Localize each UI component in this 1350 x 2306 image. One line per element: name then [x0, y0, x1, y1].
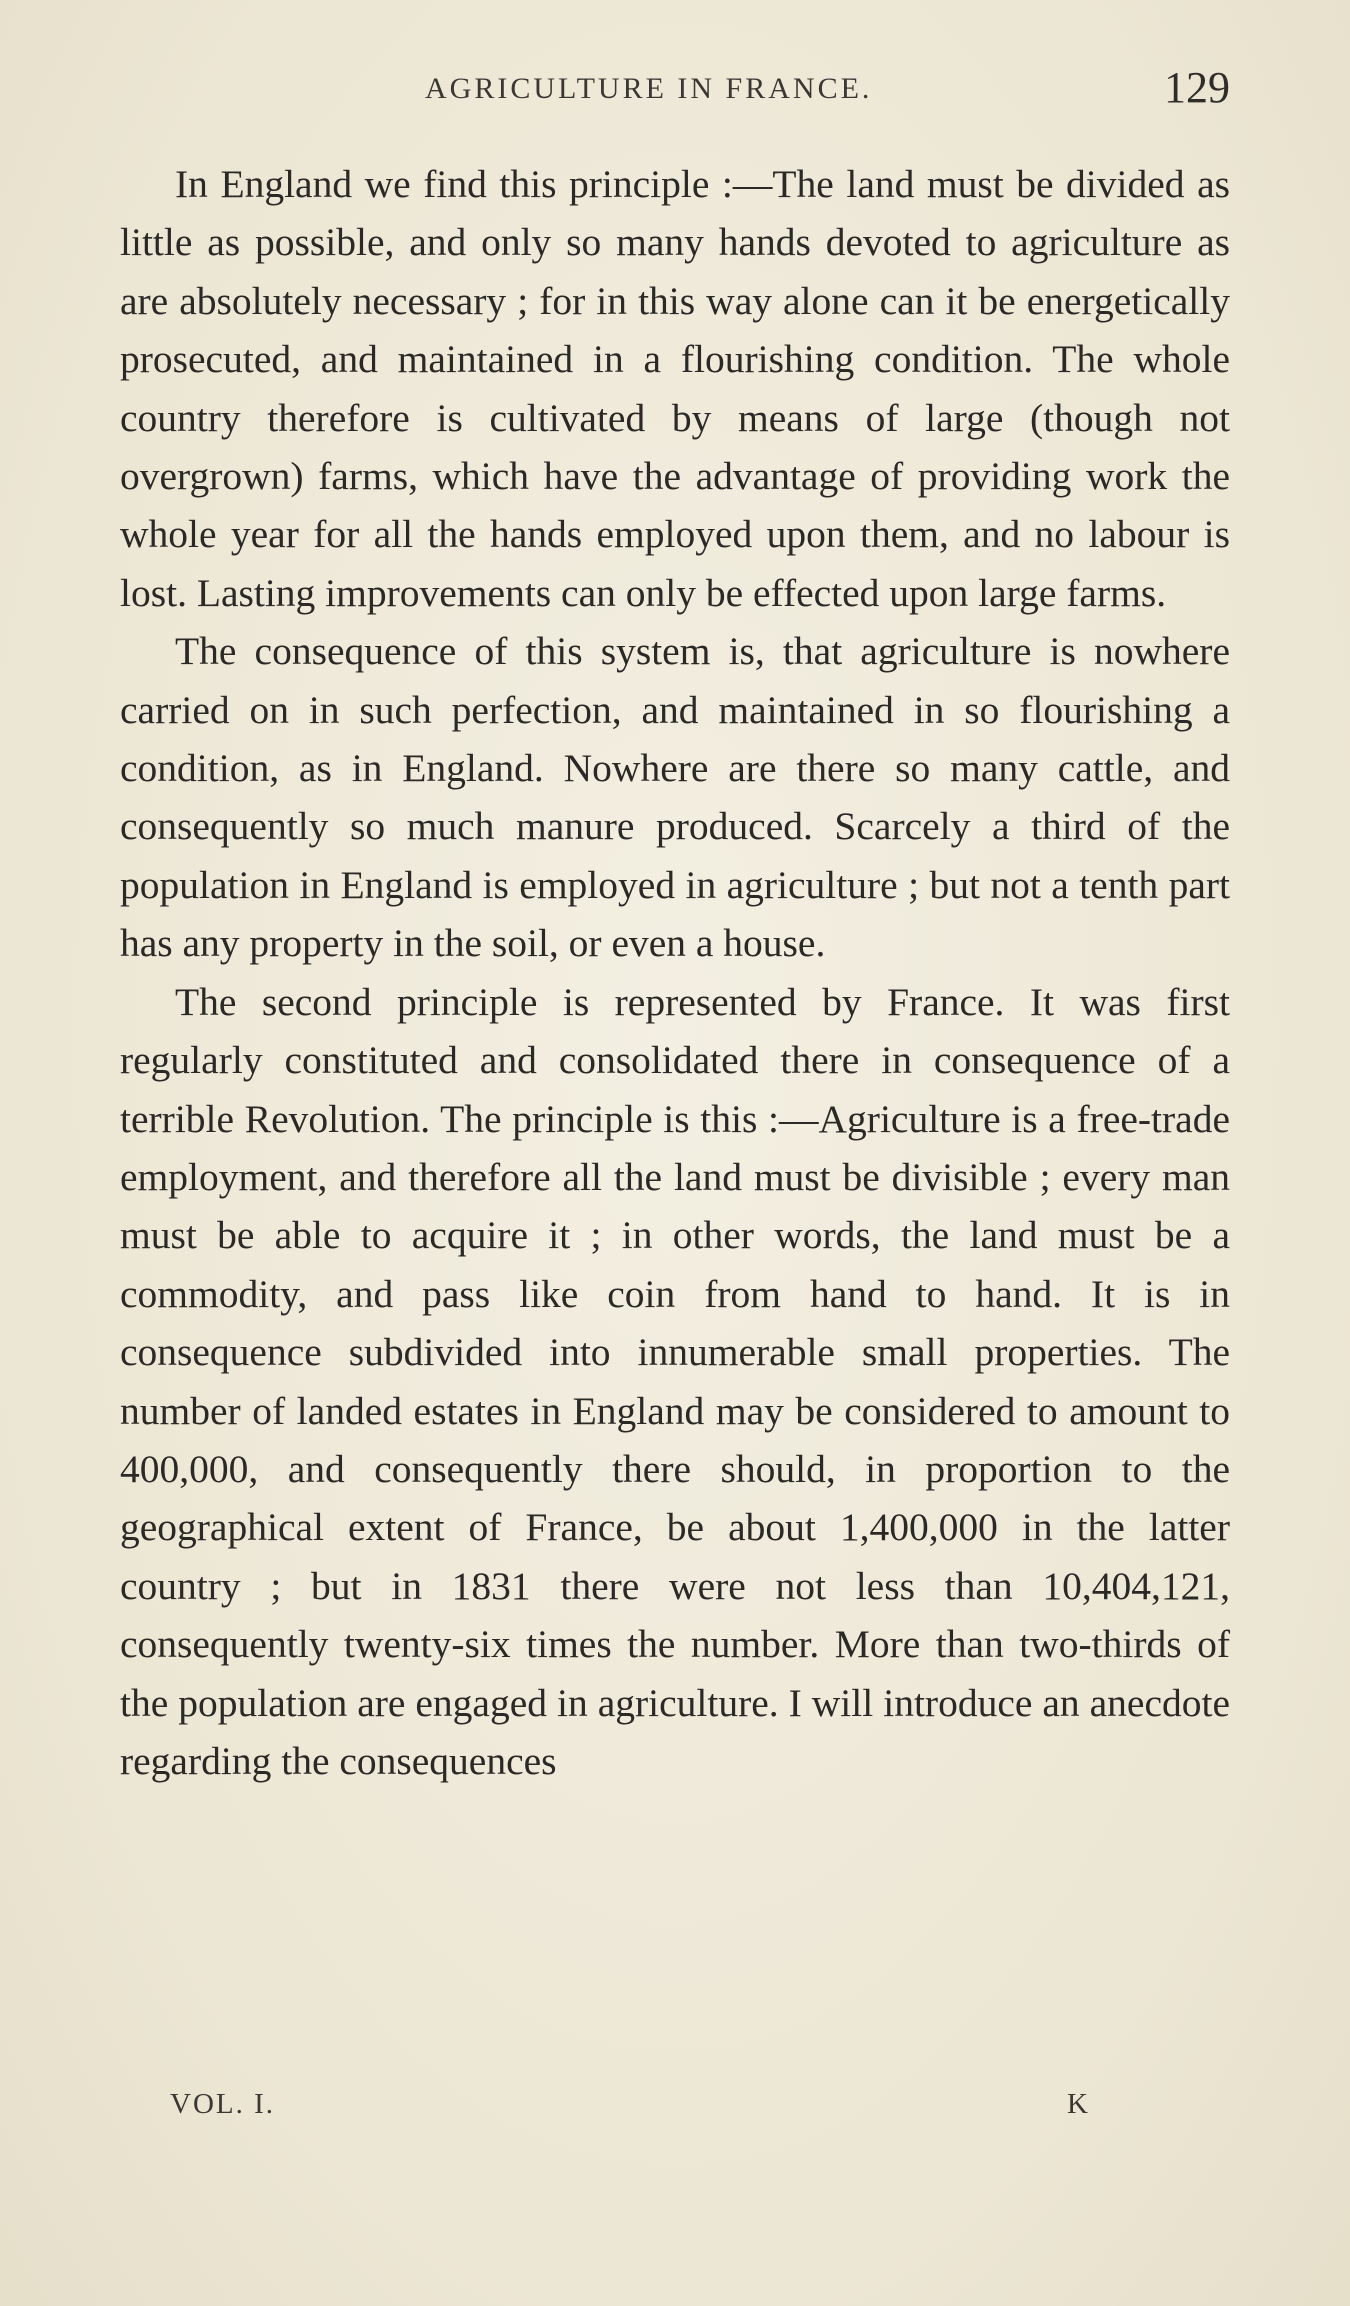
paragraph: The consequence of this system is, that agriculture is nowhere carried on in such perfection, and maintained in so flourishing a condition, as in England. Nowhere are there so many cattle, and consequently so much manure produced. Scarcely a third of the population in England is employed in agriculture ; but not a tenth part has any property in the soil, or even a house. [120, 629, 1230, 966]
page-number: 129 [1164, 63, 1230, 112]
running-header [120, 62, 1230, 122]
paragraph: In England we find this principle :—The land must be divided as little as possible, and only so many hands devoted to agriculture as are absolutely necessary ; for in this way alone can it be energetically prosecuted, and maintained in a flourishing condition. The whole country therefore is cultivated by means of large (though not overgrown) farms, which have the advantage of providing work the whole year for all the hands employed upon them, and no labour is lost. Lasting improvements can only be effected upon large farms. [120, 162, 1230, 615]
volume-label: VOL. I. [170, 2088, 276, 2120]
body-text [120, 155, 1230, 1790]
running-title: AGRICULTURE IN FRANCE. [425, 72, 873, 105]
paragraph: The second principle is represented by France. It was first regularly constituted and consolidated there in consequence of a terrible Revolution. The principle is this :—Agriculture is a free-trade employment, and therefore all the land must be divisible ; every man must be able to acquire it ; in other words, the land must be a commodity, and pass like coin from hand to hand. It is in consequence subdivided into innumerable small properties. The number of landed estates in England may be considered to amount to 400,000, and consequently there should, in proportion to the geographical extent of France, be about 1,400,000 in the latter country ; but in 1831 there were not less than 10,404,121, consequently twenty-six times the number. More than two-thirds of the population are engaged in agriculture. I will introduce an anecdote regarding the consequences [120, 979, 1230, 1783]
page-footer [170, 2088, 1090, 2128]
signature-mark: K [1067, 2088, 1090, 2120]
